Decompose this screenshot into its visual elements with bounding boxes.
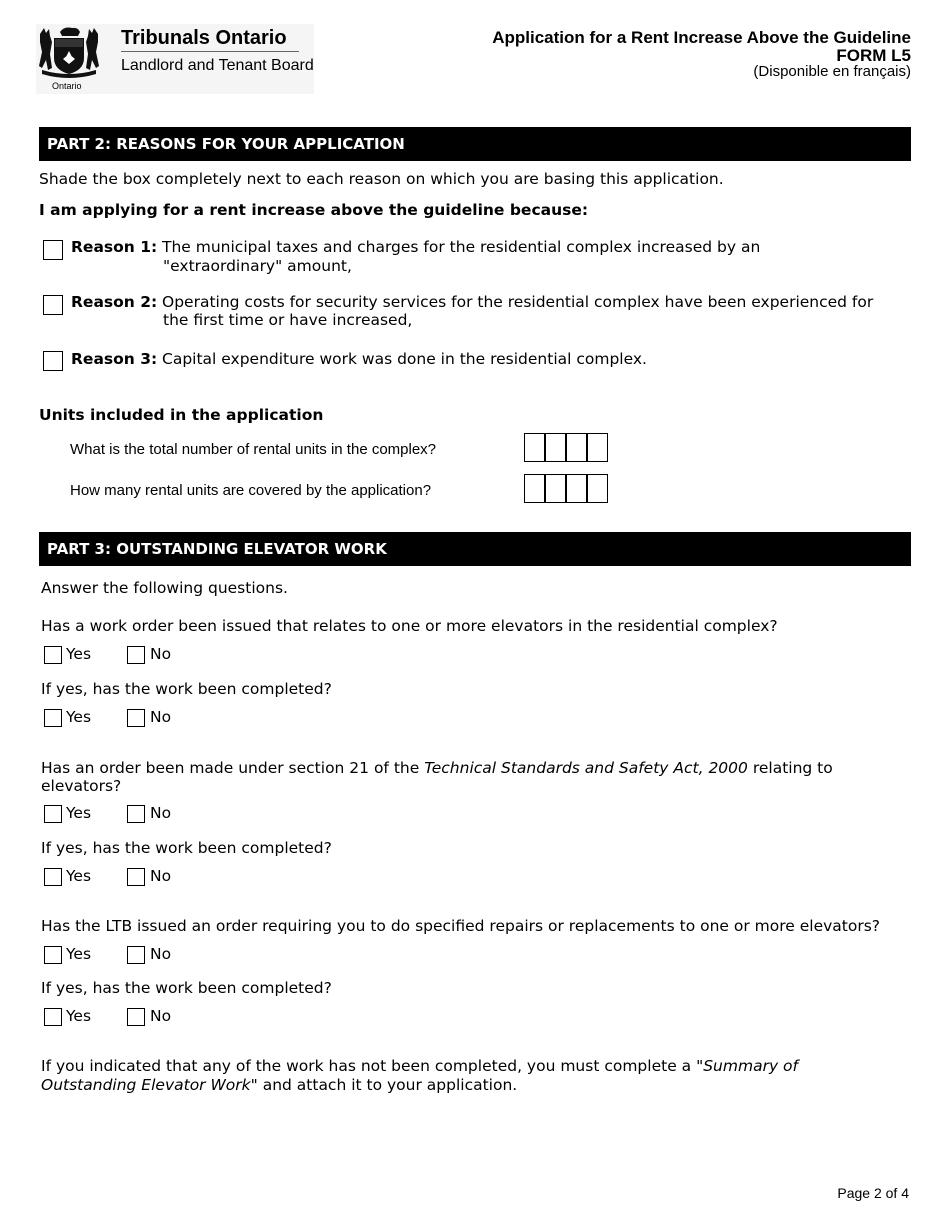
q3-no-label: No <box>150 804 172 822</box>
q2-no-checkbox[interactable] <box>127 709 145 727</box>
q5-yes-checkbox[interactable] <box>44 946 62 964</box>
units-heading: Units included in the application <box>39 406 324 424</box>
french-note: (Disponible en français) <box>753 63 911 80</box>
q4-yes-label: Yes <box>66 867 92 885</box>
q3-text-pre: Has an order been made under section 21 of the <box>41 759 425 777</box>
digit-box[interactable] <box>587 474 608 503</box>
digit-box[interactable] <box>524 474 545 503</box>
reason-1-text-cont: "extraordinary" amount, <box>163 257 352 275</box>
q3-act-name: Technical Standards and Safety Act, 2000 <box>424 759 748 777</box>
q3-yes-checkbox[interactable] <box>44 805 62 823</box>
digit-box[interactable] <box>524 433 545 462</box>
reason-2-checkbox[interactable] <box>43 295 63 315</box>
reason-3-label: Reason 3: <box>71 350 158 368</box>
digit-box[interactable] <box>587 433 608 462</box>
q6-yes-checkbox[interactable] <box>44 1008 62 1026</box>
units-covered-input[interactable] <box>524 474 609 504</box>
reason-2-label: Reason 2: <box>71 293 158 311</box>
q1-yes-checkbox[interactable] <box>44 646 62 664</box>
q4-no-label: No <box>150 867 172 885</box>
q3-text-post: relating to <box>747 759 833 777</box>
part2-title: PART 2: REASONS FOR YOUR APPLICATION <box>39 127 911 161</box>
note-text-pre: If you indicated that any of the work has not been completed, you must complete a " <box>41 1057 704 1075</box>
reason-2-text-cont: the first time or have increased, <box>163 311 413 329</box>
ontario-coat-of-arms-icon <box>36 24 102 82</box>
ontario-label: Ontario <box>52 81 82 91</box>
note-italic-1: Summary of <box>703 1057 798 1075</box>
digit-box[interactable] <box>545 474 566 503</box>
q3-tssa-question <box>41 759 833 778</box>
org-name: Tribunals Ontario <box>121 27 287 49</box>
q2-no-label: No <box>150 708 172 726</box>
q6-yes-label: Yes <box>66 1007 92 1025</box>
part2-instruction: Shade the box completely next to each reason on which you are basing this application. <box>39 170 724 188</box>
units-total-question: What is the total number of rental units in the complex? <box>70 441 437 458</box>
q2-yes-label: Yes <box>66 708 92 726</box>
q1-yes-label: Yes <box>66 645 92 663</box>
q1-work-order-question: Has a work order been issued that relates to one or more elevators in the residential complex? <box>41 617 778 635</box>
reason-1-checkbox[interactable] <box>43 240 63 260</box>
q5-ltb-order-question: Has the LTB issued an order requiring you to do specified repairs or replacements to one or more elevators? <box>41 917 881 935</box>
q3-tssa-question-cont: elevators? <box>41 777 122 795</box>
q3-no-checkbox[interactable] <box>127 805 145 823</box>
part3-title: PART 3: OUTSTANDING ELEVATOR WORK <box>39 532 911 566</box>
elevator-note-cont <box>41 1076 517 1095</box>
q4-completed-question: If yes, has the work been completed? <box>41 839 332 857</box>
board-name: Landlord and Tenant Board <box>121 57 314 74</box>
reason-3-checkbox[interactable] <box>43 351 63 371</box>
page-number: Page 2 of 4 <box>837 1185 909 1201</box>
reason-2-text: Operating costs for security services for the residential complex have been experienced for <box>162 293 874 311</box>
q5-no-label: No <box>150 945 172 963</box>
reason-3-text: Capital expenditure work was done in the residential complex. <box>162 350 647 368</box>
q1-no-label: No <box>150 645 172 663</box>
q6-no-checkbox[interactable] <box>127 1008 145 1026</box>
note-italic-2: Outstanding Elevator Work <box>41 1076 251 1094</box>
form-code: FORM L5 <box>836 46 911 65</box>
q4-yes-checkbox[interactable] <box>44 868 62 886</box>
reason-1-label: Reason 1: <box>71 238 158 256</box>
part2-lead: I am applying for a rent increase above the guideline because: <box>39 201 589 219</box>
digit-box[interactable] <box>566 433 587 462</box>
form-title: Application for a Rent Increase Above the Guideline <box>492 28 911 47</box>
q4-no-checkbox[interactable] <box>127 868 145 886</box>
q5-yes-label: Yes <box>66 945 92 963</box>
q2-yes-checkbox[interactable] <box>44 709 62 727</box>
units-covered-question: How many rental units are covered by the application? <box>70 482 432 499</box>
q6-no-label: No <box>150 1007 172 1025</box>
q3-yes-label: Yes <box>66 804 92 822</box>
elevator-note <box>41 1057 798 1076</box>
q2-completed-question: If yes, has the work been completed? <box>41 680 332 698</box>
reason-1-text: The municipal taxes and charges for the residential complex increased by an <box>162 238 761 256</box>
part3-intro: Answer the following questions. <box>41 579 288 597</box>
q6-completed-question: If yes, has the work been completed? <box>41 979 332 997</box>
q1-no-checkbox[interactable] <box>127 646 145 664</box>
units-total-input[interactable] <box>524 433 609 463</box>
logo-divider <box>121 51 299 52</box>
q5-no-checkbox[interactable] <box>127 946 145 964</box>
digit-box[interactable] <box>545 433 566 462</box>
digit-box[interactable] <box>566 474 587 503</box>
note-text-post: " and attach it to your application. <box>250 1076 518 1094</box>
